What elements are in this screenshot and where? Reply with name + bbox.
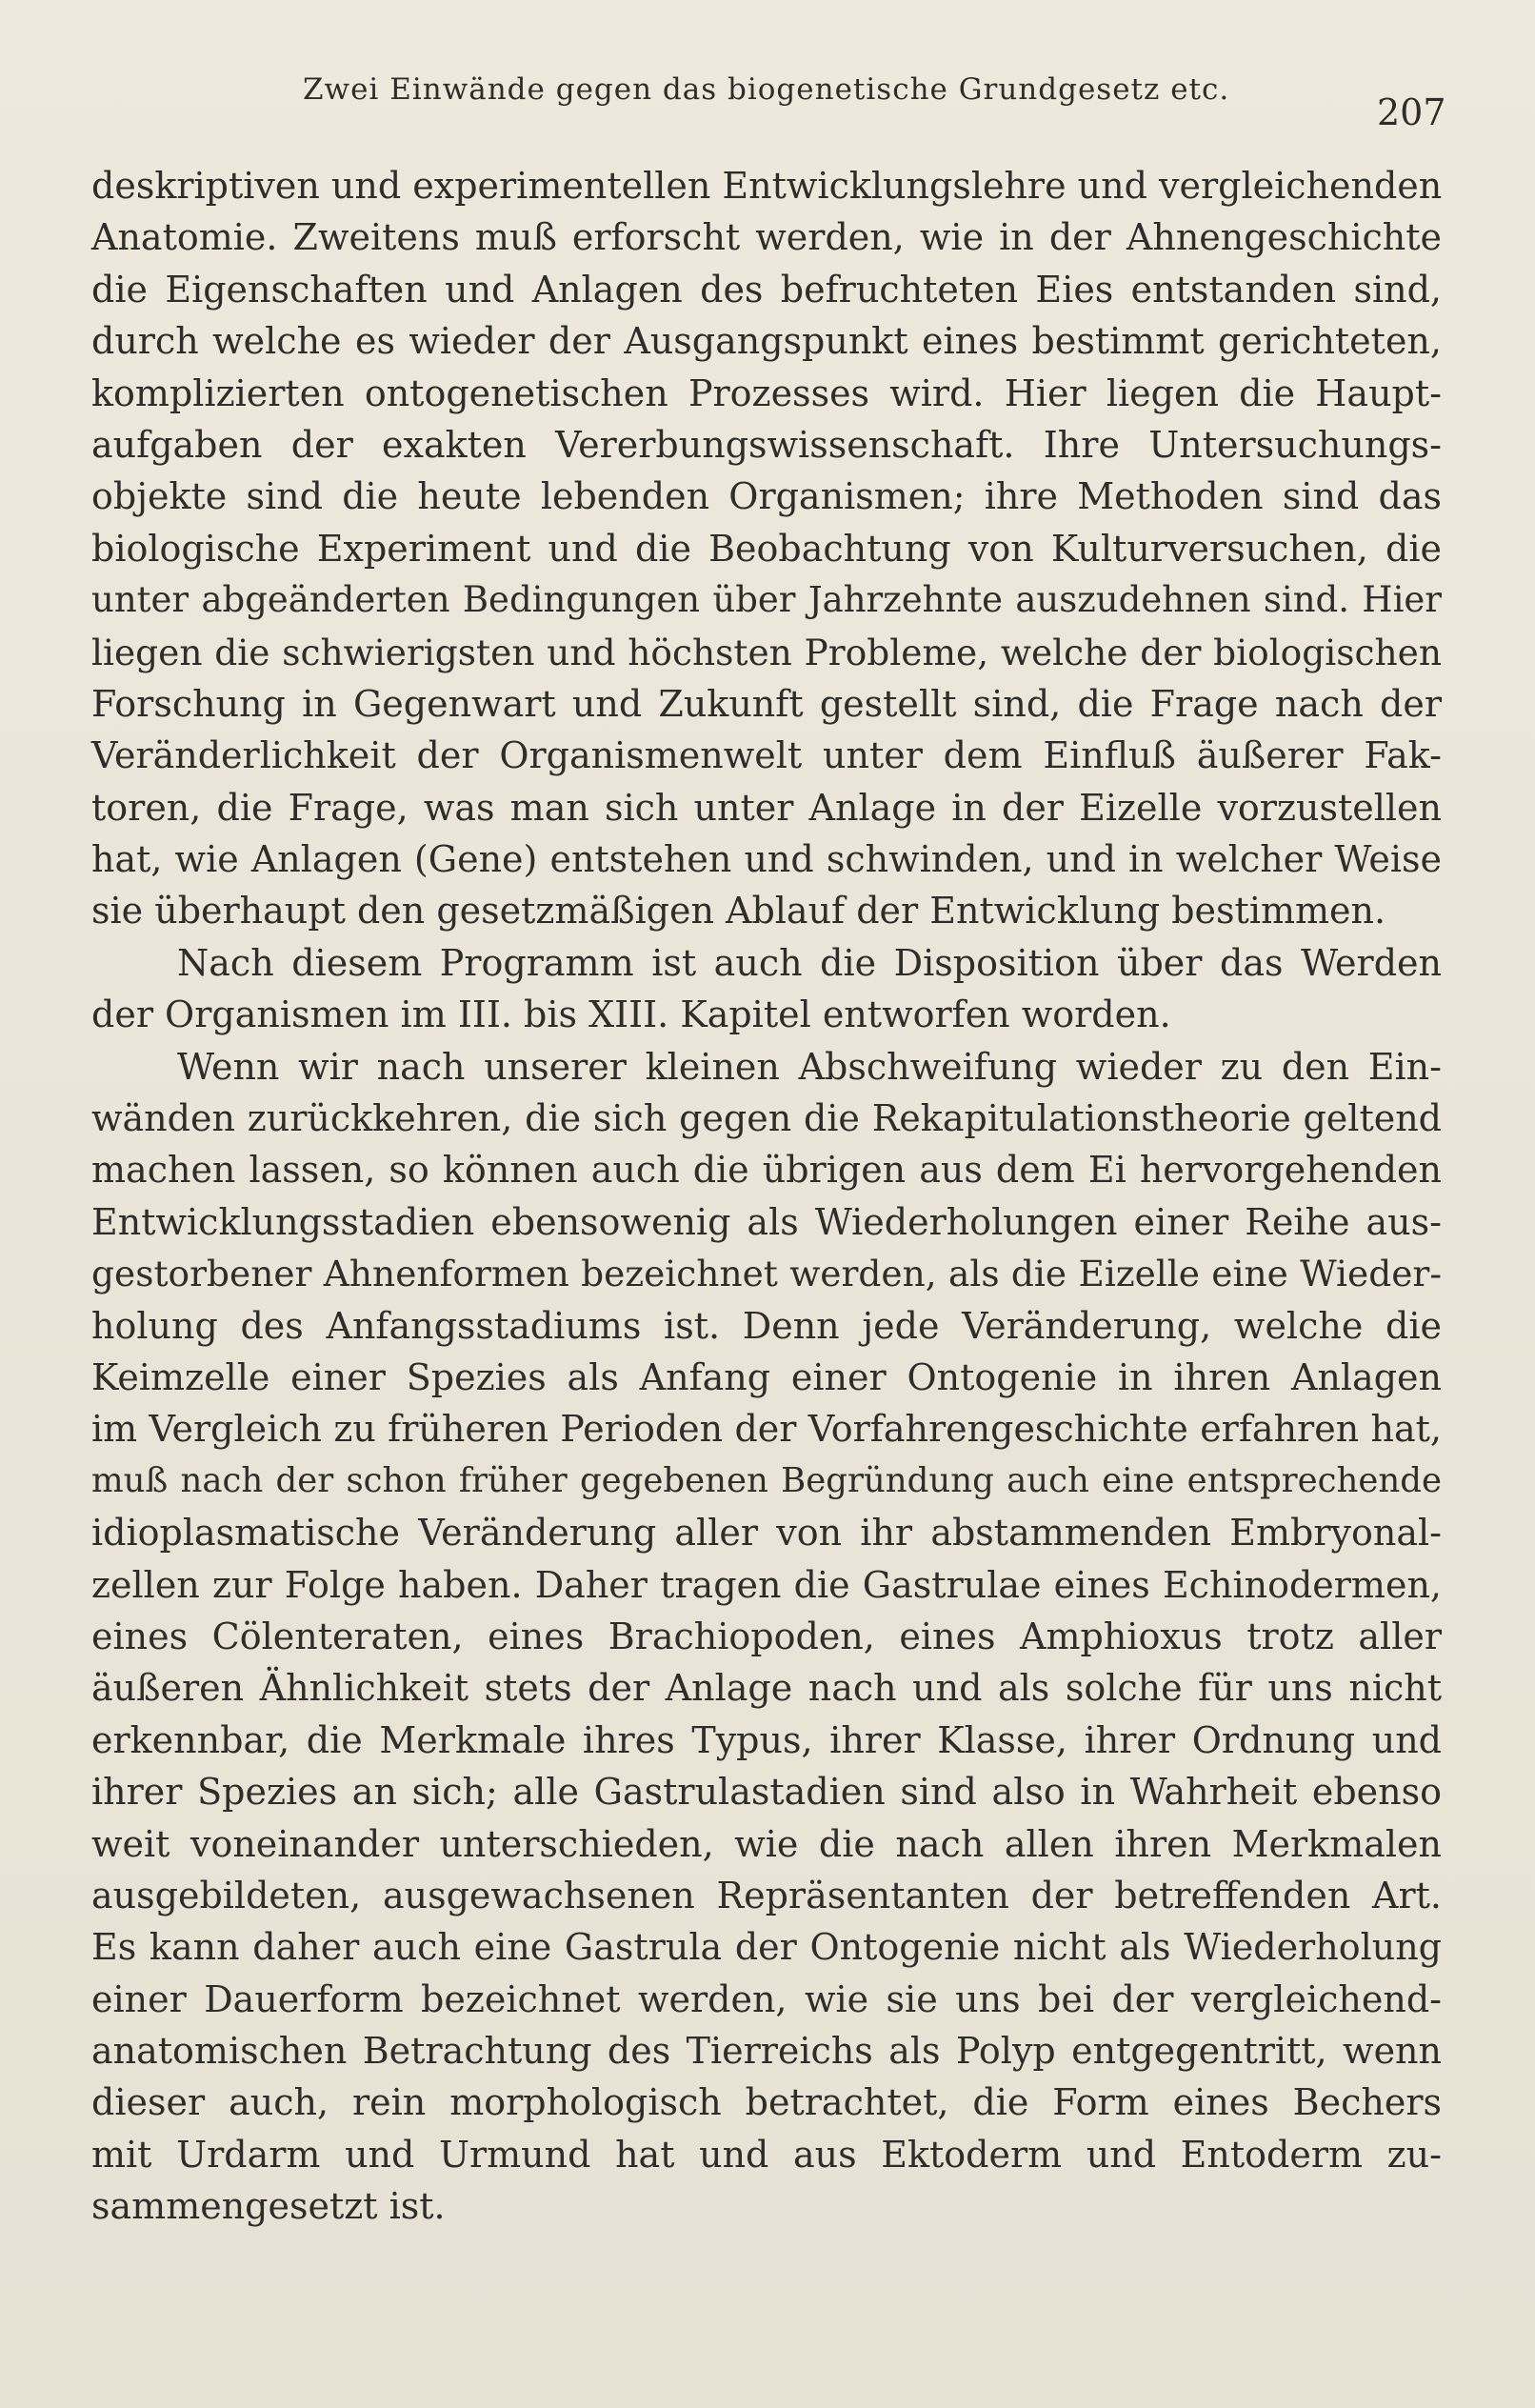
text-line: aufgaben der exakten Vererbungswissenschaft. Ihre Untersuchungs-	[91, 423, 1442, 466]
text-line: die Eigenschaften und Anlagen des befruchteten Eies entstanden sind,	[91, 268, 1442, 311]
text-line: mit Urdarm und Urmund hat und aus Ektoderm und Entoderm zu-	[91, 2133, 1442, 2176]
running-head: Zwei Einwände gegen das biogenetische Grundgesetz etc.	[303, 72, 1230, 107]
text-line: ausgebildeten, ausgewachsenen Repräsentanten der betreffenden Art.	[91, 1874, 1442, 1916]
text-line: biologische Experiment und die Beobachtung von Kulturversuchen, die	[91, 527, 1442, 570]
text-line: gestorbener Ahnenformen bezeichnet werden, als die Eizelle eine Wieder-	[91, 1253, 1442, 1295]
text-line: wänden zurückkehren, die sich gegen die Rekapitulationstheorie geltend	[91, 1097, 1442, 1140]
text-line: einer Dauerform bezeichnet werden, wie sie uns bei der vergleichend-	[91, 1977, 1442, 2020]
text-line: Keimzelle einer Spezies als Anfang einer Ontogenie in ihren Anlagen	[91, 1355, 1442, 1398]
page-number: 207	[1377, 91, 1446, 133]
text-line: eines Cölenteraten, eines Brachiopoden, eines Amphioxus trotz aller	[91, 1615, 1442, 1657]
text-line: anatomischen Betrachtung des Tierreichs als Polyp entgegentritt, wenn	[91, 2030, 1442, 2073]
text-line: muß nach der schon früher gegebenen Begründung auch eine entsprechende	[91, 1460, 1442, 1500]
text-line-paragraph-end: der Organismen im III. bis XIII. Kapitel entworfen worden.	[91, 993, 1171, 1036]
text-line: erkennbar, die Merkmale ihres Typus, ihrer Klasse, ihrer Ordnung und	[91, 1718, 1442, 1761]
text-line: Entwicklungsstadien ebensowenig als Wiederholungen einer Reihe aus-	[91, 1200, 1442, 1243]
text-line: weit voneinander unterschieden, wie die nach allen ihren Merkmalen	[91, 1822, 1442, 1865]
text-line: machen lassen, so können auch die übrigen aus dem Ei hervorgehenden	[91, 1149, 1442, 1192]
text-line: holung des Anfangsstadiums ist. Denn jede Veränderung, welche die	[91, 1304, 1442, 1347]
text-line: idioplasmatische Veränderung aller von ihr abstammenden Embryonal-	[91, 1512, 1442, 1555]
text-line: durch welche es wieder der Ausgangspunkt eines bestimmt gerichteten,	[91, 320, 1442, 363]
text-line: Veränderlichkeit der Organismenwelt unter dem Einfluß äußerer Fak-	[91, 734, 1442, 777]
text-line: liegen die schwierigsten und höchsten Probleme, welche der biologischen	[91, 631, 1442, 673]
text-line: Anatomie. Zweitens muß erforscht werden, wie in der Ahnengeschichte	[91, 216, 1442, 259]
text-line: dieser auch, rein morphologisch betrachtet, die Form eines Bechers	[91, 2081, 1442, 2124]
text-line: objekte sind die heute lebenden Organismen; ihre Methoden sind das	[91, 475, 1442, 518]
text-line-paragraph-start: Wenn wir nach unserer kleinen Abschweifung wieder zu den Ein-	[177, 1045, 1442, 1088]
text-line-paragraph-end: sie überhaupt den gesetzmäßigen Ablauf der Entwicklung bestimmen.	[91, 890, 1386, 933]
text-line: ihrer Spezies an sich; alle Gastrulastadien sind also in Wahrheit ebenso	[91, 1771, 1442, 1814]
text-line-paragraph-start: Nach diesem Programm ist auch die Disposition über das Werden	[177, 941, 1442, 984]
text-line: zellen zur Folge haben. Daher tragen die Gastrulae eines Echinodermen,	[91, 1563, 1442, 1606]
text-line: äußeren Ähnlichkeit stets der Anlage nach und als solche für uns nicht	[91, 1667, 1442, 1710]
text-line: deskriptiven und experimentellen Entwicklungslehre und vergleichenden	[91, 165, 1443, 207]
text-line: hat, wie Anlagen (Gene) entstehen und schwinden, und in welcher Weise	[91, 838, 1442, 881]
text-line: Forschung in Gegenwart und Zukunft gestellt sind, die Frage nach der	[91, 682, 1442, 725]
body-text	[91, 160, 1442, 2233]
text-line: unter abgeänderten Bedingungen über Jahrzehnte auszudehnen sind. Hier	[91, 579, 1442, 621]
text-line: Es kann daher auch eine Gastrula der Ontogenie nicht als Wiederholung	[91, 1926, 1442, 1969]
text-line: im Vergleich zu früheren Perioden der Vorfahrengeschichte erfahren hat,	[91, 1408, 1442, 1451]
text-line-paragraph-end: sammengesetzt ist.	[91, 2185, 446, 2228]
text-line: komplizierten ontogenetischen Prozesses wird. Hier liegen die Haupt-	[91, 371, 1442, 414]
text-line: toren, die Frage, was man sich unter Anlage in der Eizelle vorzustellen	[91, 786, 1442, 829]
